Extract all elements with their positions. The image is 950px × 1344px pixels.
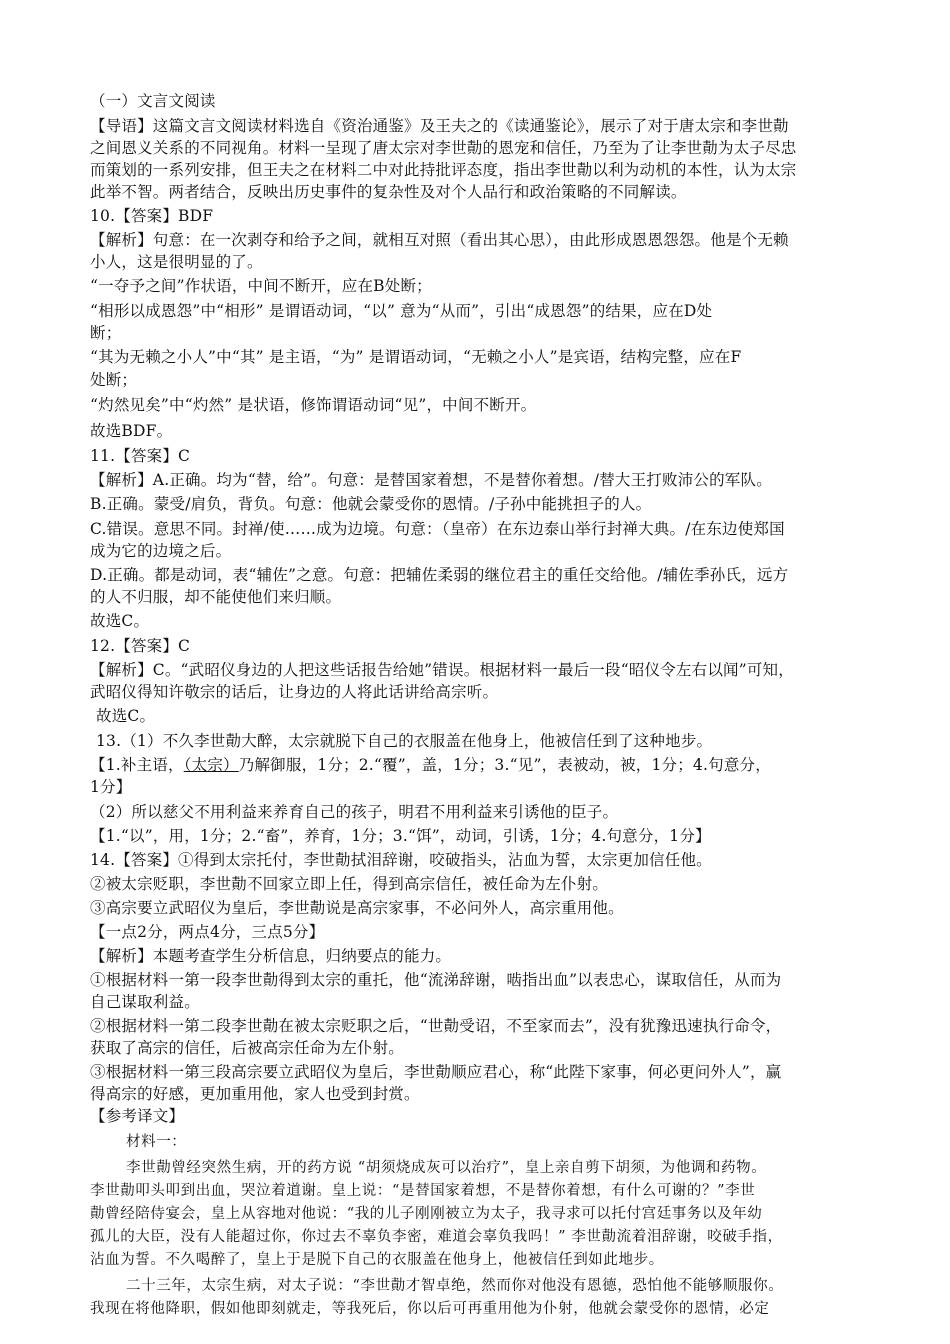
- q12-conclusion: 故选C。: [96, 707, 156, 725]
- q14-analysis-line: ②根据材料一第二段李世勣在被太宗贬职之后，“世勣受诏，不至家而去”，没有犹豫迅速执行命令，: [90, 1017, 782, 1035]
- q10-answer: 10.【答案】BDF: [90, 207, 214, 225]
- q13-score-suffix: 乃解御服，1分；2.“覆”，盖，1分；3.“见”，表被动，被，1分；4.句意分，: [238, 756, 771, 774]
- q11-analysis-line: B.正确。蒙受/肩负，背负。句意：他就会蒙受你的恩情。/子孙中能挑担子的人。: [90, 495, 652, 513]
- q14-analysis-line: ①根据材料一第一段李世勣得到太宗的重托，他“流涕辞谢，啮指出血”以表忠心，谋取信任，从而为: [90, 971, 782, 989]
- translation-heading: 【参考译文】: [90, 1107, 185, 1125]
- q14-analysis-line: ③根据材料一第三段高宗要立武昭仪为皇后，李世勣顺应君心，称“此陛下家事，何必更问外人”，赢: [90, 1063, 782, 1081]
- q13-score-underlined: （太宗）: [183, 756, 239, 774]
- q13-part2-scoring: 【1.“以”，用，1分；2.“畜”，养育，1分；3.“饵”，动词，引诱，1分；4.句意分，1分】: [90, 827, 711, 845]
- q14-scoring: 【一点2分，两点4分，三点5分】: [90, 923, 325, 941]
- translation-para1-line: 孤儿的大臣，没有人能超过你，你过去不辜负李密，难道会辜负我吗！” 李世勣流着泪辞谢，咬破手指，: [90, 1229, 783, 1245]
- q10-analysis-line: 【解析】句意：在一次剥夺和给予之间，就相互对照（看出其心思），由此形成恩恩怨怨。他是个无赖: [90, 231, 789, 249]
- translation-para1-line: 沾血为誓。不久喝醉了，皇上于是脱下自己的衣服盖在他身上，他被信任到如此地步。: [90, 1252, 664, 1268]
- q11-analysis-line: 的人不归服，却不能使他们来归顺。: [90, 588, 342, 606]
- q10-conclusion: 故选BDF。: [90, 422, 173, 440]
- q10-analysis-line: “其为无赖之小人”中“其” 是主语，“为” 是谓语动词，“无赖之小人”是宾语，结构完整，应在F: [90, 348, 742, 366]
- q12-answer: 12.【答案】C: [90, 637, 191, 655]
- q14-answer: 14.【答案】①得到太宗托付，李世勣拭泪辞谢，咬破指头，沾血为誓，太宗更加信任他。: [90, 851, 712, 869]
- q10-analysis-line: “灼然见矣”中“灼然” 是状语，修饰谓语动词“见”，中间不断开。: [90, 396, 537, 414]
- q14-point: ②被太宗贬职，李世勣不回家立即上任，得到高宗信任，被任命为左仆射。: [90, 875, 609, 893]
- q13-part1: 13.（1）不久李世勣大醉，太宗就脱下自己的衣服盖在他身上，他被信任到了这种地步。: [96, 732, 713, 750]
- q12-analysis-line: 武昭仪得知许敬宗的话后，让身边的人将此话讲给高宗听。: [90, 683, 499, 701]
- q12-analysis-line: 【解析】C。“武昭仪身边的人把这些话报告给她”错误。根据材料一最后一段“昭仪令左右以闻”可知，: [90, 661, 794, 679]
- q14-analysis-line: 得高宗的好感，更加重用他，家人也受到封赏。: [90, 1085, 420, 1103]
- q13-score-prefix: 【1.补主语，: [90, 756, 184, 774]
- q14-analysis-line: 获取了高宗的信任，后被高宗任命为左仆射。: [90, 1039, 405, 1057]
- intro-line: 之间恩义关系的不同视角。材料一呈现了唐太宗对李世勣的恩宠和信任，乃至为了让李世勣为太子尽忠: [90, 139, 797, 157]
- q13-part1-scoring-cont: 1分】: [90, 778, 132, 796]
- translation-para1-line: 勣曾经陪侍宴会，皇上从容地对他说：“我的儿子刚刚被立为太子，我寻求可以托付宫廷事务以及年幼: [90, 1206, 763, 1222]
- q13-part1-scoring: [90, 755, 870, 776]
- q11-analysis-line: 成为它的边境之后。: [90, 542, 232, 560]
- translation-para2-line: 我现在将他降职，假如他即刻就走，等我死后，你以后可再重用他为仆射，他就会蒙受你的恩情，必定: [90, 1301, 770, 1317]
- q14-analysis-line: 【解析】本题考查学生分析信息，归纳要点的能力。: [90, 947, 452, 965]
- translation-material-label: 材料一：: [126, 1134, 187, 1150]
- intro-line: 【导语】这篇文言文阅读材料选自《资治通鉴》及王夫之的《读通鉴论》，展示了对于唐太宗和李世勣: [90, 117, 789, 135]
- section-title: （一）文言文阅读: [90, 92, 216, 110]
- q11-conclusion: 故选C。: [90, 612, 150, 630]
- q10-analysis-line: “相形以成恩怨”中“相形” 是谓语动词，“以” 意为“从而”，引出“成恩怨”的结果，应在D处: [90, 302, 713, 320]
- translation-para1-line: 李世勣曾经突然生病，开的药方说 “胡须烧成灰可以治疗”，皇上亲自剪下胡须，为他调和药物。: [126, 1160, 767, 1176]
- q14-analysis-line: 自己谋取利益。: [90, 993, 200, 1011]
- intro-line: 此举不智。两者结合，反映出历史事件的复杂性及对个人品行和政治策略的不同解读。: [90, 183, 687, 201]
- q11-analysis-line: C.错误。意思不同。封禅/使……成为边境。句意：（皇帝）在东边泰山举行封禅大典。/在东边使郑国: [90, 520, 785, 538]
- q10-analysis-line: 断；: [90, 324, 122, 342]
- q11-analysis-line: 【解析】A.正确。均为“替，给”。句意：是替国家着想，不是替你着想。/替大王打败沛公的军队。: [90, 471, 772, 489]
- q13-part2: （2）所以慈父不用利益来养育自己的孩子，明君不用利益来引诱他的臣子。: [90, 803, 619, 821]
- intro-line: 而策划的一系列安排，但王夫之在材料二中对此持批评态度，指出李世勣以利为动机的本性，认为太宗: [90, 161, 797, 179]
- q10-analysis-line: “一夺予之间”作状语，中间不断开，应在B处断；: [90, 277, 432, 295]
- q11-analysis-line: D.正确。都是动词，表“辅佐”之意。句意：把辅佐柔弱的继位君主的重任交给他。/辅佐季孙氏，远方: [90, 566, 789, 584]
- translation-para2-line: 二十三年，太宗生病，对太子说：“李世勣才智卓绝，然而你对他没有恩德，恐怕他不能够顺服你。: [126, 1278, 784, 1294]
- q10-analysis-line: 处断；: [90, 371, 138, 389]
- translation-para1-line: 李世勣叩头叩到出血，哭泣着道谢。皇上说：“是替国家着想，不是替你着想，有什么可谢的？”李世: [90, 1183, 756, 1199]
- q11-answer: 11.【答案】C: [90, 447, 191, 465]
- q10-analysis-line: 小人，这是很明显的了。: [90, 253, 263, 271]
- q14-point: ③高宗要立武昭仪为皇后，李世勣说是高宗家事，不必问外人，高宗重用他。: [90, 899, 624, 917]
